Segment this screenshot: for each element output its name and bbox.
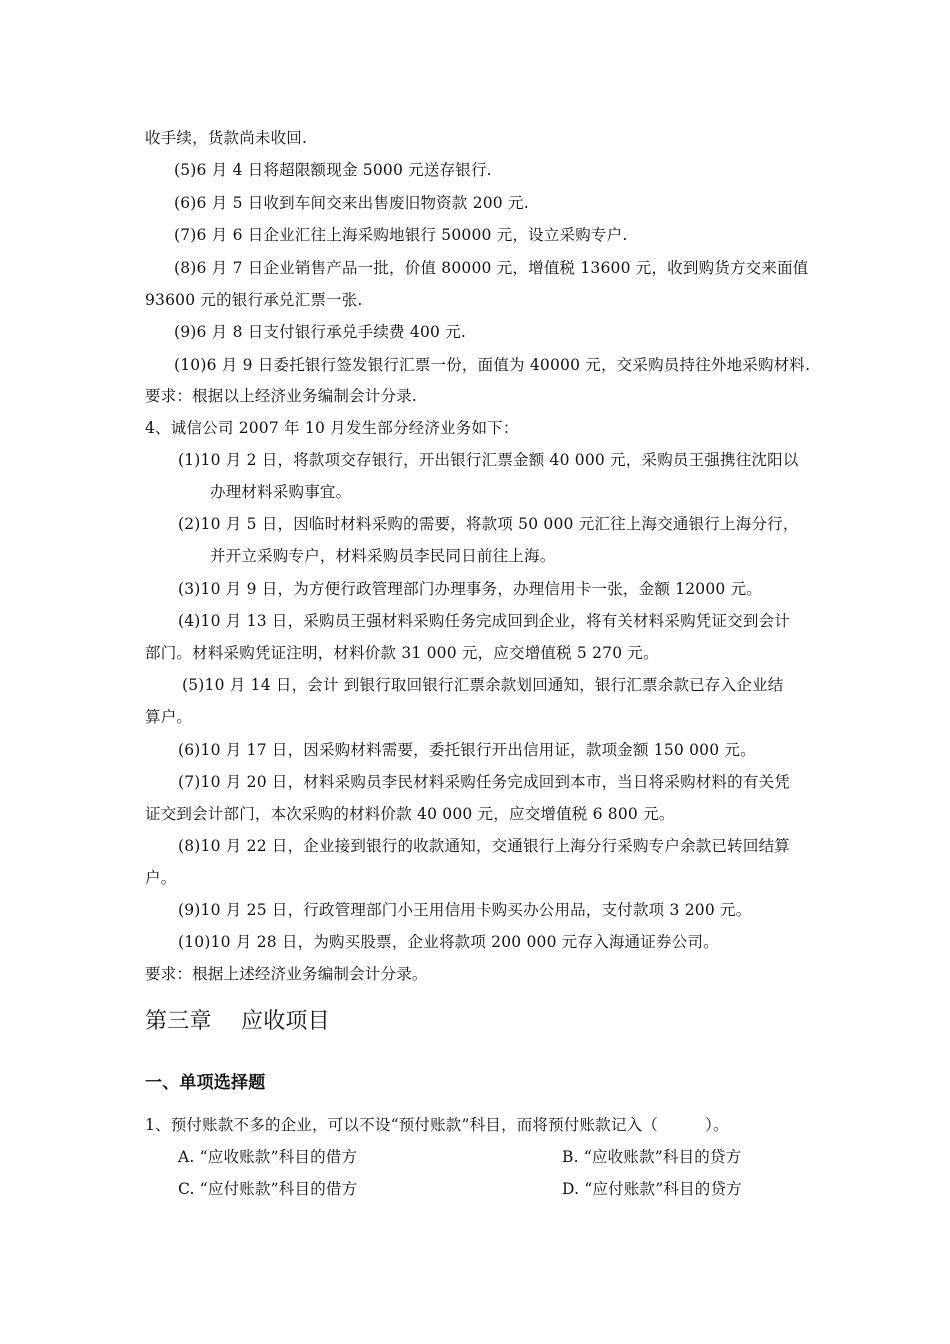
list-item: (10)10 月 28 日，为购买股票，企业将款项 200 000 元存入海通证券公司。 [178, 933, 719, 951]
list-item: (9)6 月 8 日支付银行承兑手续费 400 元. [174, 323, 467, 341]
list-item: (10)6 月 9 日委托银行签发银行汇票一份，面值为 40000 元，交采购员持往外地采购材料. [174, 356, 811, 374]
list-item-continued: 算户。 [145, 708, 193, 726]
option-b: B. “应收账款”科目的贷方 [562, 1148, 742, 1166]
list-item: (4)10 月 13 日，采购员王强材料采购任务完成回到企业，将有关材料采购凭证交到会计 [178, 612, 790, 630]
list-item: (1)10 月 2 日，将款项交存银行，开出银行汇票金额 40 000 元，采购员王强携往沈阳以 [178, 451, 799, 469]
list-item: (2)10 月 5 日，因临时材料采购的需要，将款项 50 000 元汇往上海交通银行上海分行， [178, 515, 799, 533]
list-item-continued: 部门。材料采购凭证注明，材料价款 31 000 元，应交增值税 5 270 元。 [145, 644, 659, 662]
list-item: (6)6 月 5 日收到车间交来出售废旧物资款 200 元. [174, 194, 529, 212]
chapter-title: 第三章 应收项目 [145, 1009, 330, 1034]
question-text: 1、预付账款不多的企业，可以不设“预付账款”科目，而将预付账款记入（ ）。 [145, 1116, 729, 1134]
list-item: (9)10 月 25 日，行政管理部门小王用信用卡购买办公用品，支付款项 3 200 元。 [178, 901, 752, 919]
list-item: (7)6 月 6 日企业汇往上海采购地银行 50000 元，设立采购专户. [174, 226, 628, 244]
list-item: (7)10 月 20 日，材料采购员李民材料采购任务完成回到本市，当日将采购材料的有关凭 [178, 773, 790, 791]
requirement-text: 要求：根据上述经济业务编制会计分录。 [145, 965, 428, 983]
text-line: 收手续，货款尚未收回. [145, 129, 308, 147]
list-item: (5)10 月 14 日，会计 到银行取回银行汇票余款划回通知，银行汇票余款已存入企业结 [182, 676, 784, 694]
list-item-continued: 并开立采购专户，材料采购员李民同日前往上海。 [210, 547, 556, 565]
list-item: (5)6 月 4 日将超限额现金 5000 元送存银行. [174, 161, 492, 179]
list-item: (8)10 月 22 日，企业接到银行的收款通知，交通银行上海分行采购专户余款已转回结算 [178, 837, 790, 855]
list-item-continued: 93600 元的银行承兑汇票一张. [145, 291, 363, 309]
list-item: (3)10 月 9 日，为方便行政管理部门办理事务，办理信用卡一张，金额 12000 元。 [178, 580, 762, 598]
option-c: C. “应付账款”科目的借方 [178, 1180, 358, 1198]
option-a: A. “应收账款”科目的借方 [178, 1148, 358, 1166]
section-title: 一、单项选择题 [145, 1073, 266, 1093]
list-item: (6)10 月 17 日，因采购材料需要，委托银行开出信用证，款项金额 150 000 元。 [178, 741, 756, 759]
option-d: D. “应付账款”科目的贷方 [562, 1180, 742, 1198]
list-item: (8)6 月 7 日企业销售产品一批，价值 80000 元，增值税 13600 元，收到购货方交来面值 [174, 259, 809, 277]
question-intro: 4、诚信公司 2007 年 10 月发生部分经济业务如下： [145, 419, 519, 437]
requirement-text: 要求：根据以上经济业务编制会计分录. [145, 387, 418, 405]
list-item-continued: 办理材料采购事宜。 [210, 483, 352, 501]
list-item-continued: 户。 [145, 869, 177, 887]
list-item-continued: 证交到会计部门，本次采购的材料价款 40 000 元，应交增值税 6 800 元。 [145, 805, 675, 823]
